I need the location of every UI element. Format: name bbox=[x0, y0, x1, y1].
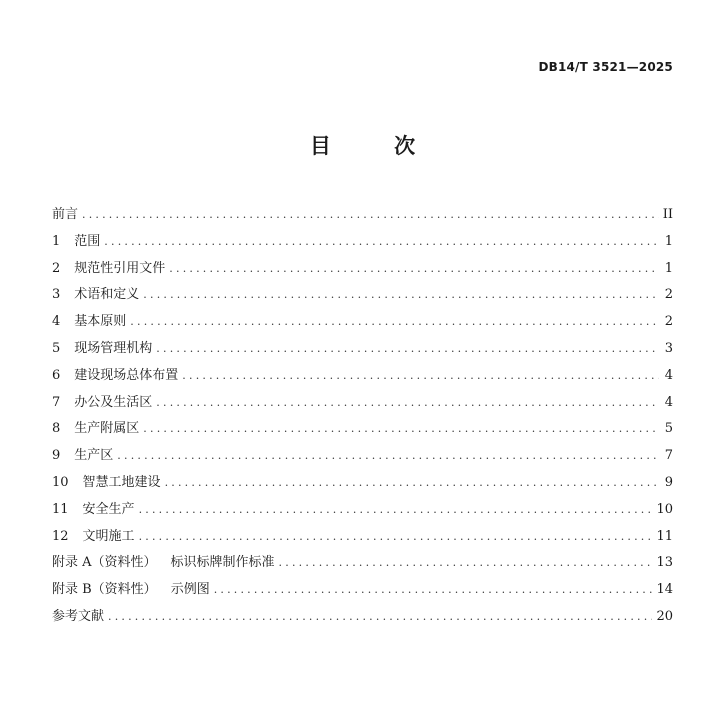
toc-entry-page-number: 1 bbox=[664, 233, 673, 249]
dot-leader bbox=[143, 416, 659, 443]
toc-entry-title: 生产附属区 bbox=[74, 421, 140, 437]
dot-leader bbox=[169, 256, 659, 283]
toc-entry-number: 8 bbox=[52, 421, 61, 437]
toc-entry-title: 安全生产 bbox=[82, 501, 135, 517]
toc-entry-page-number: 2 bbox=[664, 314, 673, 330]
dot-leader bbox=[130, 309, 659, 336]
toc-entry-title: 范围 bbox=[74, 233, 101, 249]
toc-entry-page-number: 13 bbox=[656, 555, 673, 571]
toc-entry-page-number: 4 bbox=[664, 367, 673, 383]
toc-entry-page-number: II bbox=[662, 207, 673, 222]
toc-entry-page-number: 1 bbox=[664, 260, 673, 276]
dot-leader bbox=[104, 229, 659, 256]
dot-leader bbox=[156, 390, 659, 417]
toc-entry-page-number: 9 bbox=[664, 474, 673, 490]
dot-leader bbox=[139, 524, 653, 551]
toc-entry-number: 附录 B（资料性） bbox=[52, 582, 157, 598]
toc-entry-page-number: 3 bbox=[664, 340, 673, 356]
dot-leader bbox=[117, 443, 659, 470]
table-of-contents bbox=[52, 202, 673, 631]
toc-entry-page-number: 11 bbox=[656, 528, 673, 544]
toc-entry[interactable] bbox=[52, 363, 673, 390]
toc-entry-title: 生产区 bbox=[74, 448, 114, 464]
toc-entry[interactable] bbox=[52, 416, 673, 443]
toc-entry-title: 示例图 bbox=[170, 582, 210, 598]
page-title: 目 次 bbox=[309, 134, 444, 158]
toc-entry[interactable] bbox=[52, 282, 673, 309]
dot-leader bbox=[108, 604, 652, 631]
toc-entry-number: 2 bbox=[52, 260, 61, 276]
document-code: DB14/T 3521—2025 bbox=[538, 60, 673, 74]
toc-entry[interactable] bbox=[52, 202, 673, 229]
toc-entry-page-number: 14 bbox=[656, 582, 673, 598]
toc-entry[interactable] bbox=[52, 470, 673, 497]
toc-entry-title: 智慧工地建设 bbox=[82, 474, 161, 490]
toc-entry-number: 10 bbox=[52, 474, 69, 490]
toc-entry-title: 规范性引用文件 bbox=[74, 260, 166, 276]
toc-entry[interactable] bbox=[52, 577, 673, 604]
toc-entry-number: 1 bbox=[52, 233, 61, 249]
toc-entry[interactable] bbox=[52, 390, 673, 417]
toc-entry-title: 参考文献 bbox=[52, 608, 105, 624]
toc-entry-number: 4 bbox=[52, 314, 61, 330]
toc-entry-page-number: 7 bbox=[664, 448, 673, 464]
toc-entry-page-number: 5 bbox=[664, 421, 673, 437]
toc-entry-title: 术语和定义 bbox=[74, 287, 140, 303]
dot-leader bbox=[279, 550, 653, 577]
toc-entry[interactable] bbox=[52, 443, 673, 470]
toc-entry[interactable] bbox=[52, 604, 673, 631]
toc-entry-title: 办公及生活区 bbox=[74, 394, 153, 410]
toc-entry[interactable] bbox=[52, 336, 673, 363]
toc-entry[interactable] bbox=[52, 309, 673, 336]
dot-leader bbox=[139, 497, 653, 524]
toc-entry-page-number: 20 bbox=[656, 608, 673, 624]
toc-entry[interactable] bbox=[52, 256, 673, 283]
dot-leader bbox=[82, 202, 659, 229]
toc-entry-number: 11 bbox=[52, 501, 69, 517]
toc-entry-title: 标识标牌制作标准 bbox=[170, 555, 275, 571]
toc-entry[interactable] bbox=[52, 550, 673, 577]
toc-entry[interactable] bbox=[52, 497, 673, 524]
toc-entry-number: 12 bbox=[52, 528, 69, 544]
toc-entry-page-number: 2 bbox=[664, 287, 673, 303]
toc-entry-number: 9 bbox=[52, 448, 61, 464]
dot-leader bbox=[165, 470, 659, 497]
toc-entry-page-number: 10 bbox=[656, 501, 673, 517]
toc-entry-number: 附录 A（资料性） bbox=[52, 555, 157, 571]
dot-leader bbox=[156, 336, 659, 363]
toc-entry[interactable] bbox=[52, 524, 673, 551]
toc-entry-title: 建设现场总体布置 bbox=[74, 367, 179, 383]
dot-leader bbox=[143, 282, 659, 309]
toc-entry-number: 3 bbox=[52, 287, 61, 303]
toc-entry-title: 文明施工 bbox=[82, 528, 135, 544]
toc-entry-number: 7 bbox=[52, 394, 61, 410]
toc-entry-title: 前言 bbox=[52, 207, 79, 222]
dot-leader bbox=[214, 577, 653, 604]
dot-leader bbox=[182, 363, 659, 390]
toc-entry-number: 6 bbox=[52, 367, 61, 383]
toc-entry-number: 5 bbox=[52, 340, 61, 356]
toc-entry-title: 现场管理机构 bbox=[74, 340, 153, 356]
toc-entry-title: 基本原则 bbox=[74, 314, 127, 330]
toc-entry-page-number: 4 bbox=[664, 394, 673, 410]
toc-entry[interactable] bbox=[52, 229, 673, 256]
